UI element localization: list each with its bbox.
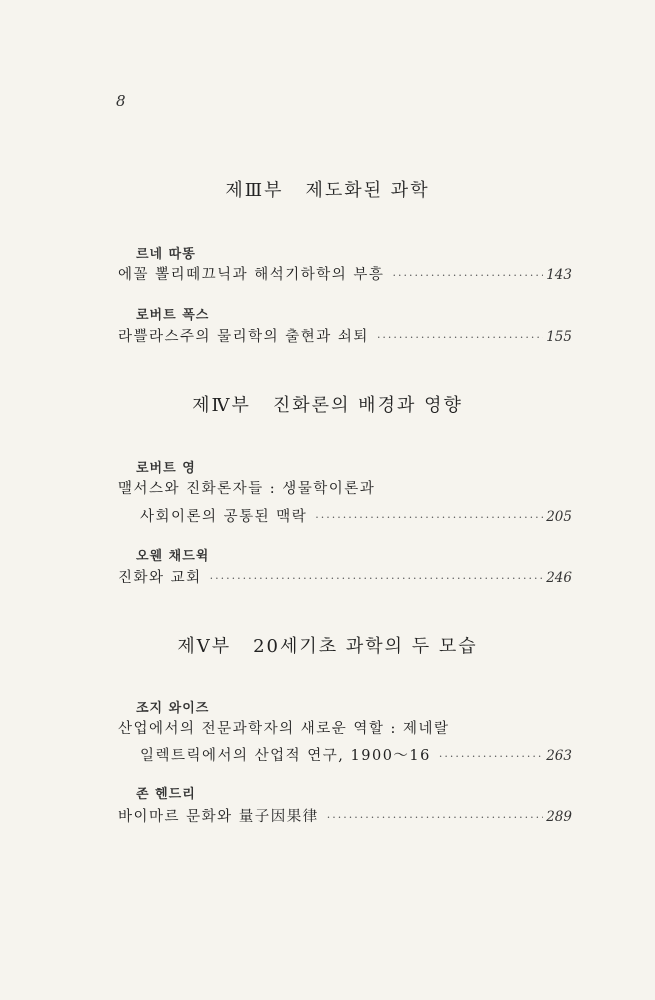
page-number: 8: [116, 92, 126, 110]
dot-leader: [210, 572, 544, 585]
dot-leader: [392, 269, 543, 282]
part-heading-3: [0, 176, 655, 202]
part-title: 제도화된 과학: [305, 180, 430, 201]
part-title: 진화론의 배경과 영향: [272, 395, 463, 416]
dot-leader: [439, 750, 543, 763]
article-page: 143: [546, 267, 572, 283]
article-page: 205: [546, 509, 572, 525]
toc-entry[interactable]: [140, 505, 572, 526]
toc-entry[interactable]: [118, 325, 572, 346]
article-author: 로버트 폭스: [136, 308, 210, 323]
part-heading-5: [0, 632, 655, 658]
article-title: 진화와 교회: [118, 570, 202, 586]
article-author: 조지 와이즈: [136, 701, 210, 716]
article-title: 사회이론의 공통된 맥락: [140, 509, 308, 525]
article-title-line: 맬서스와 진화론자들 : 생물학이론과: [118, 481, 376, 497]
article-title: 에꼴 뽈리떼끄닉과 해석기하학의 부흥: [118, 267, 385, 283]
article-author: 오웬 채드윅: [136, 549, 210, 564]
article-author: 르네 따똥: [136, 247, 196, 262]
article-author: 로버트 영: [136, 461, 196, 476]
part-title: 20세기초 과학의 두 모습: [253, 636, 478, 657]
article-title: 일렉트릭에서의 산업적 연구, 1900～16: [140, 748, 431, 764]
part-label: 제Ⅳ부: [192, 395, 251, 416]
article-title-line: 산업에서의 전문과학자의 새로운 역할 : 제네랄: [118, 721, 450, 737]
part-label: 제Ⅲ부: [225, 180, 284, 201]
toc-entry[interactable]: [140, 744, 572, 765]
article-author: 존 헨드리: [136, 787, 196, 802]
dot-leader: [377, 331, 543, 344]
article-page: 289: [546, 809, 572, 825]
dot-leader: [315, 511, 543, 524]
article-page: 263: [546, 748, 572, 764]
toc-entry[interactable]: [118, 263, 572, 284]
article-page: 246: [546, 570, 572, 586]
part-heading-4: [0, 391, 655, 417]
article-page: 155: [546, 329, 572, 345]
article-title: 바이마르 문화와 量子因果律: [118, 809, 319, 825]
toc-entry[interactable]: [118, 566, 572, 587]
part-label: 제Ⅴ부: [177, 636, 232, 657]
article-title: 라쁠라스주의 물리학의 출현과 쇠퇴: [118, 329, 369, 345]
toc-entry[interactable]: [118, 805, 572, 826]
dot-leader: [327, 811, 543, 824]
